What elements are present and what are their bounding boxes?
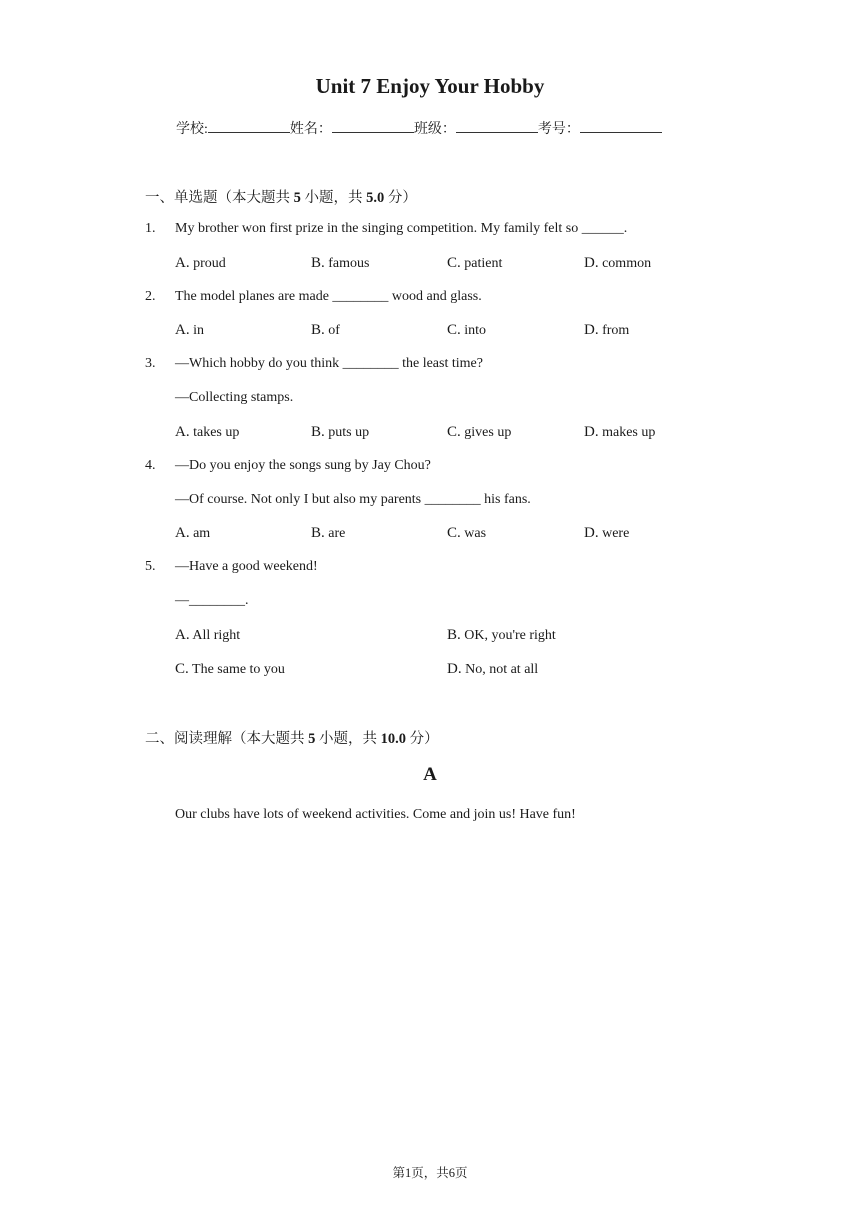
- option-a: A. takes up: [175, 424, 240, 440]
- option-c: C. gives up: [447, 424, 512, 440]
- question-stem: —Do you enjoy the songs sung by Jay Chou?: [175, 458, 431, 473]
- question-reply: —Of course. Not only I but also my parents ________ his fans.: [175, 492, 531, 507]
- option-c: C. patient: [447, 255, 503, 271]
- option-b: B. of: [311, 322, 340, 338]
- passage-heading: A: [423, 764, 437, 785]
- passage-intro: Our clubs have lots of weekend activities. Come and join us! Have fun!: [175, 807, 576, 822]
- exam-no-blank: [580, 120, 662, 133]
- option-d: D. makes up: [584, 424, 656, 440]
- question-number: 3.: [145, 356, 156, 371]
- option-c: C. into: [447, 322, 487, 338]
- option-d: D. No, not at all: [447, 661, 539, 677]
- option-a: A. am: [175, 525, 211, 541]
- option-c: C. was: [447, 525, 487, 541]
- class-label: 班级：: [413, 122, 456, 137]
- option-d: D. from: [584, 322, 630, 338]
- option-b: B. are: [311, 525, 346, 541]
- question-stem: The model planes are made ________ wood and glass.: [175, 289, 482, 304]
- option-b: B. puts up: [311, 424, 370, 440]
- section-heading-2: 二、阅读理解（本大题共 5 小题，共 10.0 分）: [145, 731, 439, 747]
- question-number: 2.: [145, 289, 156, 304]
- question-number: 5.: [145, 559, 156, 574]
- option-a: A. proud: [175, 255, 226, 271]
- question-number: 1.: [145, 221, 156, 236]
- question-stem: —Have a good weekend!: [175, 559, 318, 574]
- page-title: Unit 7 Enjoy Your Hobby: [315, 74, 545, 98]
- student-info-line: [176, 118, 662, 138]
- option-a: A. in: [175, 322, 204, 338]
- class-blank: [456, 120, 538, 133]
- question-reply: —Collecting stamps.: [175, 390, 294, 405]
- question-stem: My brother won first prize in the singing competition. My family felt so ______.: [175, 221, 628, 236]
- name-label: 姓名：: [289, 122, 332, 137]
- option-c: C. The same to you: [175, 661, 285, 677]
- option-d: D. common: [584, 255, 652, 271]
- school-label: 学校:: [176, 122, 208, 137]
- section-heading-1: 一、单选题（本大题共 5 小题，共 5.0 分）: [145, 190, 417, 206]
- option-b: B. OK, you're right: [447, 627, 556, 643]
- question-number: 4.: [145, 458, 156, 473]
- school-blank: [208, 120, 290, 133]
- option-d: D. were: [584, 525, 630, 541]
- option-a: A. All right: [175, 627, 241, 643]
- name-blank: [332, 120, 414, 133]
- question-stem: —Which hobby do you think ________ the least time?: [175, 356, 483, 371]
- question-reply: —________.: [175, 593, 249, 608]
- page-footer: 第1页，共6页: [392, 1166, 468, 1180]
- exam-no-label: 考号：: [537, 122, 580, 137]
- option-b: B. famous: [311, 255, 370, 271]
